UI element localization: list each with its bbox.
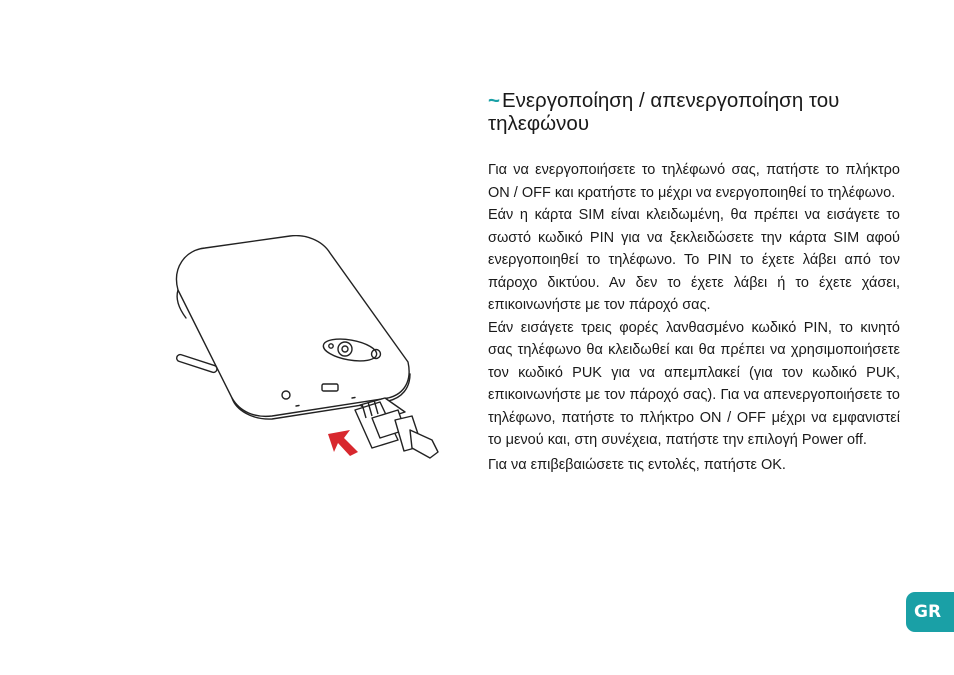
tilde-icon: ~ [488,89,500,112]
section-title: Ενεργοποίηση / απενεργοποίηση του τηλεφώνου [488,89,840,135]
paragraph-power-on: Για να ενεργοποιήσετε το τηλέφωνό σας, πατήστε το πλήκτρο ON / OFF και κρατήστε το μέχρι να ενεργοποιηθεί το τηλέφωνο. [488,162,900,201]
paragraph-sim-pin: Εάν η κάρτα SIM είναι κλειδωμένη, θα πρέπει να εισάγετε το σωστό κωδικό PIN για να ξεκλειδώσετε την κάρτα SIM αφού ενεργοποιηθεί το τηλέφωνο. Το PIN το έχετε λάβει από τον πάροχο δικτύου. Αν δεν το έχετε λάβει ή το έχετε χάσει, επικοινωνήστε με τον πάροχό σας. [488,207,900,313]
phone-charging-illustration [170,235,460,475]
usb-cable [355,398,438,458]
usb-port [322,384,338,391]
paragraph-confirm: Για να επιβεβαιώσετε τις εντολές, πατήστε OK. [488,456,786,473]
camera-module [322,335,381,364]
insert-arrow-icon [328,430,358,456]
instructions-body [488,159,900,476]
language-tab: GR [906,592,954,632]
headphone-jack [282,391,290,399]
section-heading [488,89,908,135]
paragraph-puk-power-off: Εάν εισάγετε τρεις φορές λανθασμένο κωδικό PIN, το κινητό σας τηλέφωνο θα κλειδωθεί και θα πρέπει να χρησιμοποιήσετε τον κωδικό PUK για να απεμπλακεί (για τον κωδικό PUK, επικοινωνήστε με τον πάροχό σας). Για να απενεργοποιήσετε το τηλέφωνο, πατήστε το πλήκτρο ON / OFF μέχρι να εμφανιστεί το μενού και, στη συνέχεια, πατήστε την επιλογή Power off. [488,319,900,448]
phone-body-outline [177,236,410,417]
